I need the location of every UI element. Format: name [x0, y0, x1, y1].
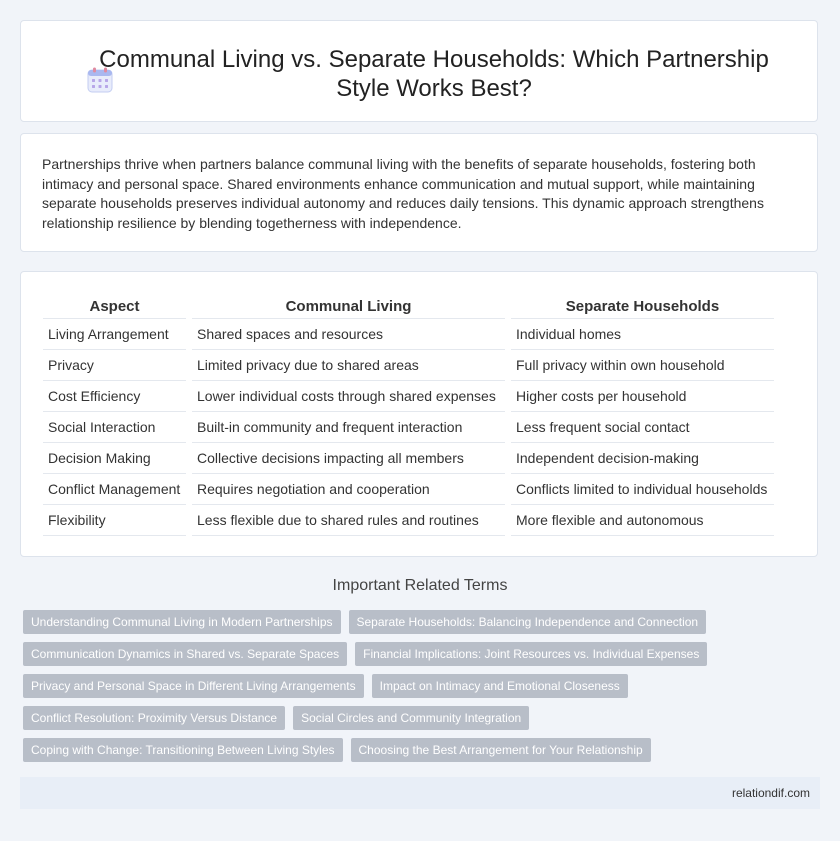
cell-aspect: Flexibility — [43, 505, 186, 536]
cell-aspect: Privacy — [43, 350, 186, 381]
related-terms-title: Important Related Terms — [332, 577, 508, 594]
related-term-tag[interactable]: Social Circles and Community Integration — [293, 706, 529, 730]
cell-aspect: Living Arrangement — [43, 319, 186, 350]
cell-communal: Lower individual costs through shared expenses — [192, 381, 505, 412]
table-row — [43, 350, 774, 381]
cell-communal: Limited privacy due to shared areas — [192, 350, 505, 381]
related-term-tag[interactable]: Privacy and Personal Space in Different Living Arrangements — [23, 674, 364, 698]
intro-card — [20, 133, 818, 252]
related-terms-list — [23, 610, 813, 770]
related-term-tag[interactable]: Conflict Resolution: Proximity Versus Distance — [23, 706, 285, 730]
footer — [20, 777, 820, 809]
table-row — [43, 381, 774, 412]
tag-row — [23, 738, 813, 762]
header-card — [20, 20, 818, 122]
table-row — [43, 474, 774, 505]
comparison-card — [20, 271, 818, 557]
related-term-tag[interactable]: Choosing the Best Arrangement for Your Relationship — [351, 738, 651, 762]
table-row — [43, 443, 774, 474]
related-term-tag[interactable]: Impact on Intimacy and Emotional Closeness — [372, 674, 628, 698]
table-row — [43, 505, 774, 536]
cell-communal: Less flexible due to shared rules and routines — [192, 505, 505, 536]
tag-row — [23, 674, 813, 698]
table-row — [43, 412, 774, 443]
cell-separate: Higher costs per household — [511, 381, 774, 412]
page-title: Communal Living vs. Separate Households: Which Partnership Style Works Best? — [99, 46, 769, 102]
cell-communal: Built-in community and frequent interaction — [192, 412, 505, 443]
cell-separate: Conflicts limited to individual households — [511, 474, 774, 505]
related-term-tag[interactable]: Separate Households: Balancing Independence and Connection — [349, 610, 707, 634]
related-term-tag[interactable]: Coping with Change: Transitioning Between Living Styles — [23, 738, 343, 762]
related-term-tag[interactable]: Communication Dynamics in Shared vs. Separate Spaces — [23, 642, 347, 666]
cell-separate: Individual homes — [511, 319, 774, 350]
table-row — [43, 319, 774, 350]
cell-separate: More flexible and autonomous — [511, 505, 774, 536]
header-aspect: Aspect — [43, 294, 186, 319]
cell-communal: Collective decisions impacting all members — [192, 443, 505, 474]
related-term-tag[interactable]: Understanding Communal Living in Modern Partnerships — [23, 610, 341, 634]
cell-separate: Less frequent social contact — [511, 412, 774, 443]
footer-site-link[interactable]: relationdif.com — [731, 786, 810, 800]
intro-text: Partnerships thrive when partners balance communal living with the benefits of separate households, fostering both intimacy and personal space. Shared environments enhance communication and mutual support, while maintaining separate households preserves individual autonomy and reduces daily tensions. This dynamic approach strengthens relationship resilience by blending togetherness with independence. — [42, 156, 764, 231]
tag-row — [23, 610, 813, 634]
tag-row — [23, 706, 813, 730]
cell-communal: Shared spaces and resources — [192, 319, 505, 350]
cell-aspect: Social Interaction — [43, 412, 186, 443]
cell-separate: Full privacy within own household — [511, 350, 774, 381]
cell-aspect: Conflict Management — [43, 474, 186, 505]
comparison-table — [37, 294, 780, 536]
cell-aspect: Cost Efficiency — [43, 381, 186, 412]
header-separate: Separate Households — [511, 294, 774, 319]
tag-row — [23, 642, 813, 666]
cell-communal: Requires negotiation and cooperation — [192, 474, 505, 505]
related-term-tag[interactable]: Financial Implications: Joint Resources vs. Individual Expenses — [355, 642, 707, 666]
table-header-row — [43, 294, 774, 319]
cell-aspect: Decision Making — [43, 443, 186, 474]
header-communal: Communal Living — [192, 294, 505, 319]
cell-separate: Independent decision-making — [511, 443, 774, 474]
